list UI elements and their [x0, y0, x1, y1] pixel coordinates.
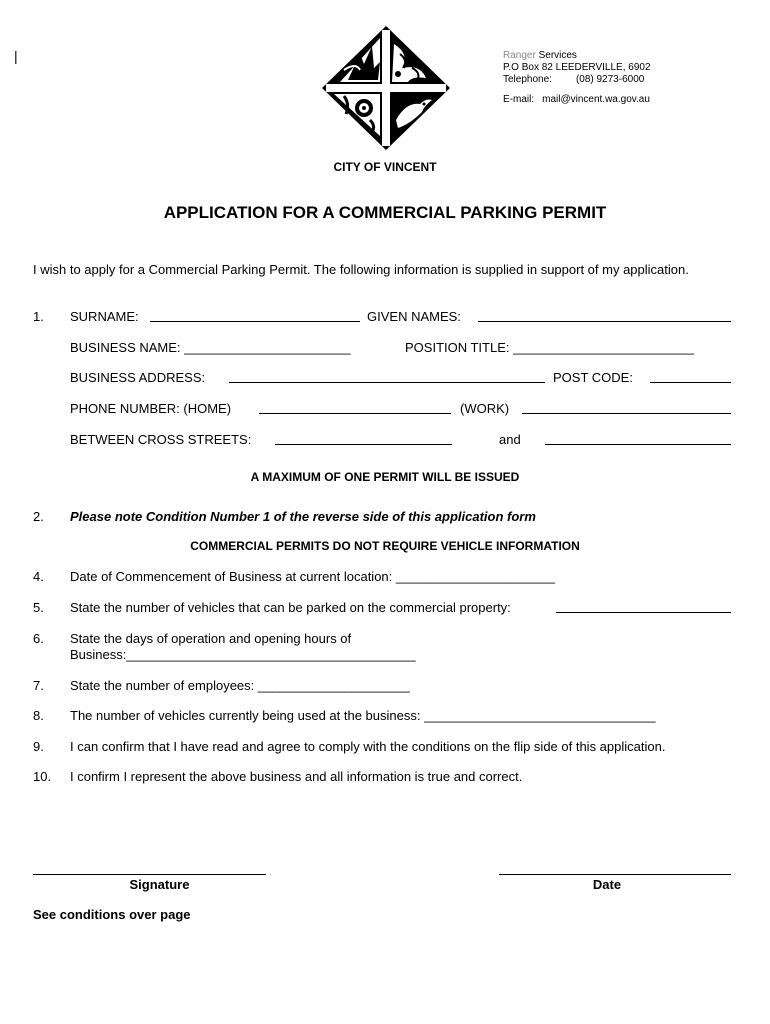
post-code-field[interactable]	[650, 382, 731, 383]
email-label: E-mail:	[503, 94, 535, 105]
operation-hours-field[interactable]: Business:________________________________________	[70, 647, 416, 662]
phone-home-field[interactable]	[259, 413, 451, 414]
operation-days-label: State the days of operation and opening hours of	[70, 631, 352, 646]
given-names-label: GIVEN NAMES:	[367, 309, 461, 324]
telephone-label: Telephone:	[503, 74, 552, 85]
telephone-value: (08) 9273-6000	[575, 74, 645, 85]
max-permit-notice: A MAXIMUM OF ONE PERMIT WILL BE ISSUED	[250, 470, 520, 484]
signature-line[interactable]	[33, 874, 266, 875]
vehicles-parked-label: State the number of vehicles that can be parked on the commercial property:	[70, 600, 511, 615]
phone-work-field[interactable]	[522, 413, 731, 414]
condition-note: Please note Condition Number 1 of the reverse side of this application form	[70, 509, 536, 524]
email-line	[503, 94, 703, 106]
vehicles-used-field[interactable]: The number of vehicles currently being used at the business: ________________________________	[70, 708, 656, 723]
item-number: 1.	[33, 309, 44, 324]
business-name-label[interactable]: BUSINESS NAME: _______________________	[70, 340, 351, 355]
representation-confirmation: I confirm I represent the above business and all information is true and correct.	[70, 769, 523, 784]
item-number: 2.	[33, 509, 44, 524]
commencement-date-field[interactable]: Date of Commencement of Business at current location: ______________________	[70, 569, 555, 584]
and-label: and	[499, 432, 521, 447]
po-box-line: P.O Box 82 LEEDERVILLE, 6902	[503, 62, 651, 73]
city-of-vincent-logo	[320, 24, 452, 152]
conditions-confirmation: I can confirm that I have read and agree to comply with the conditions on the flip side of this application.	[70, 739, 666, 754]
item-number: 5.	[33, 600, 44, 615]
item-number: 9.	[33, 739, 44, 754]
cross-streets-label: BETWEEN CROSS STREETS:	[70, 432, 252, 447]
contact-block	[503, 50, 703, 106]
email-value: mail@vincent.wa.gov.au	[542, 94, 650, 105]
vehicle-info-notice: COMMERCIAL PERMITS DO NOT REQUIRE VEHICLE INFORMATION	[190, 539, 580, 553]
surname-field[interactable]	[150, 321, 360, 322]
telephone-line	[503, 74, 703, 86]
phone-home-label: PHONE NUMBER: (HOME)	[70, 401, 232, 416]
business-address-field[interactable]	[229, 382, 545, 383]
item-number: 4.	[33, 569, 44, 584]
cursor-mark: |	[14, 48, 18, 64]
work-label: (WORK)	[460, 401, 510, 416]
employees-field[interactable]: State the number of employees: _____________________	[70, 678, 410, 693]
date-line[interactable]	[499, 874, 731, 875]
ranger-word: Ranger	[503, 50, 536, 61]
item-number: 6.	[33, 631, 44, 646]
vehicles-parked-field[interactable]	[556, 612, 731, 613]
ranger-services-line	[503, 50, 703, 62]
cross-street-2-field[interactable]	[545, 444, 731, 445]
given-names-field[interactable]	[478, 321, 731, 322]
position-title-label[interactable]: POSITION TITLE: _________________________	[405, 340, 694, 355]
signature-label: Signature	[129, 877, 190, 892]
see-conditions-note: See conditions over page	[33, 907, 191, 922]
surname-label: SURNAME:	[70, 309, 139, 324]
business-address-label: BUSINESS ADDRESS:	[70, 370, 206, 385]
services-word: Services	[535, 50, 577, 61]
date-label: Date	[592, 877, 622, 892]
cross-street-1-field[interactable]	[275, 444, 452, 445]
item-number: 7.	[33, 678, 44, 693]
post-code-label: POST CODE:	[553, 370, 633, 385]
item-number: 10.	[33, 769, 52, 784]
item-number: 8.	[33, 708, 44, 723]
intro-paragraph: I wish to apply for a Commercial Parking Permit. The following information is supplied in support of my application.	[33, 262, 689, 277]
org-name: CITY OF VINCENT	[333, 160, 437, 174]
page-title: APPLICATION FOR A COMMERCIAL PARKING PERMIT	[163, 203, 607, 222]
